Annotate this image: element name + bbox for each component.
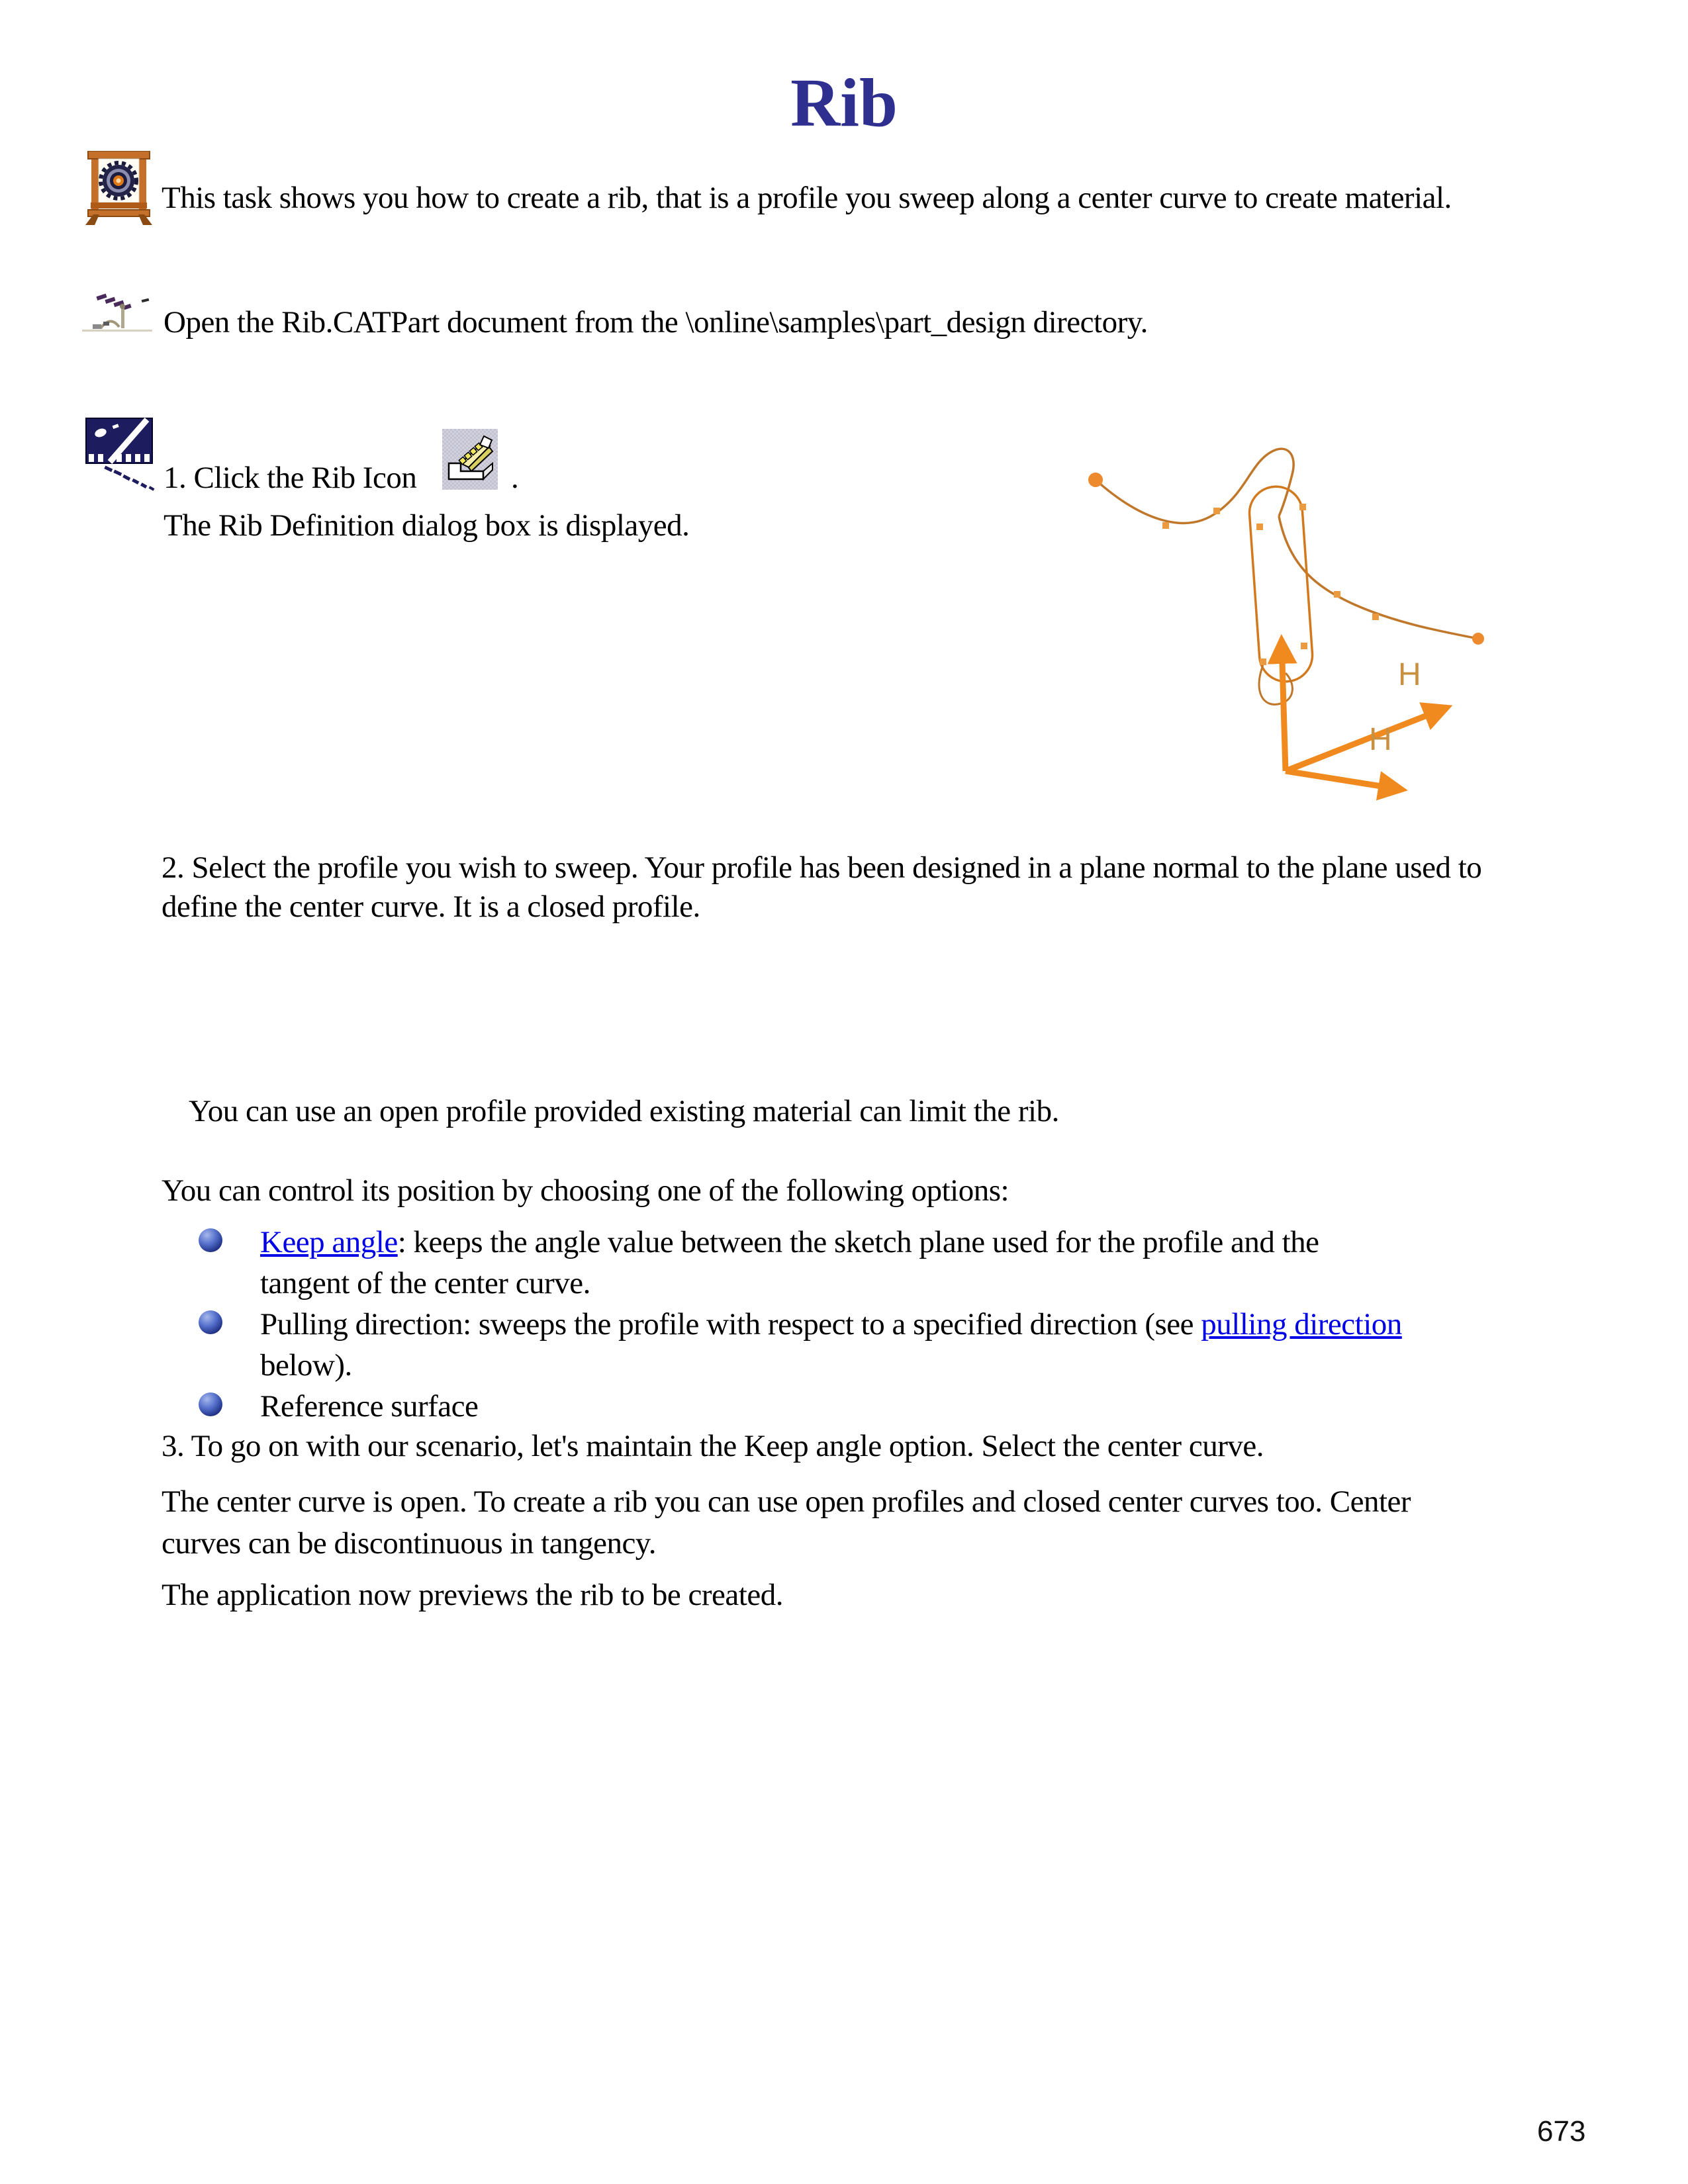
keep-angle-text: : keeps the angle value between the sketch plane used for the profile and the [397,1225,1319,1259]
page-title: Rib [790,65,898,141]
bullet-icon [199,1392,222,1416]
bullet-pulling-line2: below). [260,1348,352,1383]
open-profile-note: You can use an open profile provided existing material can limit the rib. [189,1094,1059,1128]
open-document-icon [81,289,155,338]
bullet-keep-angle-line1 [260,1222,1319,1262]
bullet-icon [199,1228,222,1252]
center-curve-line1: The center curve is open. To create a rib you can use open profiles and closed center curves too. Center [162,1484,1411,1519]
center-curve-line2: curves can be discontinuous in tangency. [162,1526,657,1561]
center-curve [1096,449,1293,523]
page-number: 673 [1537,2115,1586,2148]
scenario-icon [85,417,174,493]
open-doc-text: Open the Rib.CATPart document from the \online\samples\part_design directory. [164,305,1148,340]
bullet-keep-angle-line2: tangent of the center curve. [260,1266,590,1300]
step1-period: . [511,461,519,495]
rib-preview-diagram [1053,427,1529,811]
curve-endpoint-left [1088,473,1103,487]
axis-arrow-downright [1286,771,1402,790]
step1-result-text: The Rib Definition dialog box is displayed. [164,508,690,543]
bullet-reference-surface: Reference surface [260,1389,479,1424]
keep-angle-link[interactable]: Keep angle [260,1225,398,1259]
pulling-direction-link[interactable]: pulling direction [1201,1307,1402,1342]
curve-endpoint-right [1472,633,1484,645]
h-label-2: H [1369,722,1392,757]
task-target-icon [84,151,154,227]
task-text: This task shows you how to create a rib, that is a profile you sweep along a center curve to create material. [162,181,1452,215]
curve-point-markers [1162,504,1379,665]
h-label-1: H [1398,657,1421,692]
axis-arrow-upright [1286,707,1447,771]
bullet-pulling-line1 [260,1304,1402,1344]
step3-text: 3. To go on with our scenario, let's maintain the Keep angle option. Select the center curve. [162,1429,1264,1463]
bullet-icon [199,1310,222,1334]
pulling-text: Pulling direction: sweeps the profile with respect to a specified direction (see [260,1307,1201,1342]
step1-text: 1. Click the Rib Icon [164,461,417,495]
step2-line1: 2. Select the profile you wish to sweep. Your profile has been designed in a plane normal to the plane used to [162,850,1482,885]
center-curve-descent [1279,516,1478,639]
step2-line2: define the center curve. It is a closed profile. [162,889,700,924]
preview-text: The application now previews the rib to be created. [162,1578,783,1612]
options-intro: You can control its position by choosing one of the following options: [162,1173,1009,1208]
rib-toolbar-icon [442,429,498,490]
tangent-arrow-up [1282,640,1286,771]
